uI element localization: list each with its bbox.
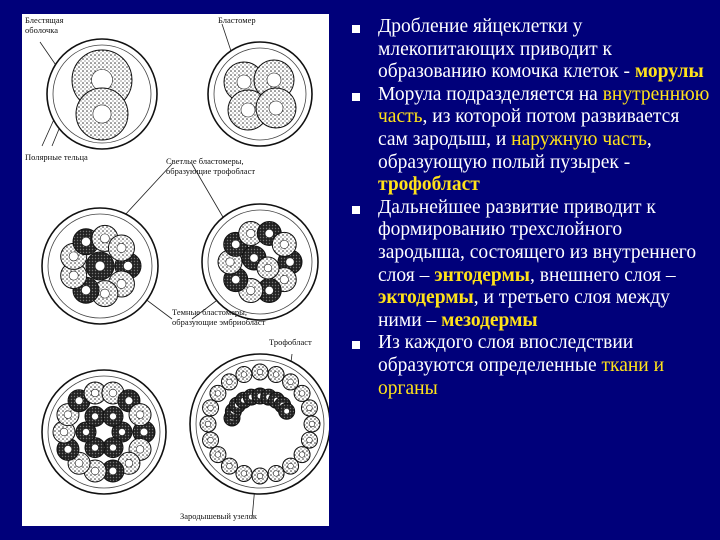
nucleus bbox=[123, 261, 132, 270]
nucleus bbox=[299, 391, 305, 397]
bullet-text bbox=[378, 197, 696, 331]
nucleus bbox=[288, 463, 294, 469]
nucleus bbox=[257, 369, 263, 375]
nucleus bbox=[91, 467, 99, 475]
nucleus bbox=[269, 101, 283, 115]
nucleus bbox=[273, 471, 279, 477]
nucleus bbox=[273, 372, 279, 378]
nucleus bbox=[208, 405, 214, 411]
bullet-text bbox=[378, 332, 664, 398]
nucleus bbox=[264, 264, 272, 272]
embryo-stages bbox=[42, 39, 329, 494]
bullet-marker bbox=[352, 93, 360, 101]
bullet-text-part: , и третьего слоя между ними – bbox=[378, 287, 670, 331]
bullet-marker bbox=[352, 206, 360, 214]
nucleus bbox=[237, 75, 251, 89]
nucleus bbox=[140, 428, 148, 436]
nucleus bbox=[136, 411, 144, 419]
label-blastomere: Бластомер bbox=[218, 15, 256, 25]
nucleus bbox=[247, 286, 255, 294]
nucleus bbox=[60, 428, 68, 436]
bullet-text-part: энтодермы bbox=[434, 264, 530, 286]
nucleus bbox=[117, 279, 126, 288]
nucleus bbox=[81, 237, 90, 246]
nucleus bbox=[241, 372, 247, 378]
bullet-item bbox=[350, 332, 710, 400]
nucleus bbox=[119, 429, 126, 436]
bullet-marker bbox=[352, 341, 360, 349]
nucleus bbox=[136, 446, 144, 454]
nucleus bbox=[117, 243, 126, 252]
nucleus bbox=[288, 379, 294, 385]
nucleus bbox=[241, 103, 255, 117]
nucleus bbox=[100, 234, 109, 243]
nucleus bbox=[226, 258, 234, 266]
nucleus bbox=[265, 286, 273, 294]
nucleus bbox=[215, 452, 221, 458]
bullet-text-part: Из каждого слоя впоследствии образуются определенные bbox=[378, 332, 634, 376]
bullet-text bbox=[378, 16, 704, 82]
bullet-text-part: Морула подразделяется на bbox=[378, 83, 603, 105]
label-trophoblast: Трофобласт bbox=[269, 337, 312, 347]
nucleus bbox=[309, 421, 315, 427]
bullet-text bbox=[378, 84, 709, 195]
nucleus bbox=[286, 258, 294, 266]
nucleus bbox=[92, 413, 99, 420]
bullet-text-part: наружную часть bbox=[511, 128, 647, 150]
nucleus bbox=[232, 240, 240, 248]
bullet-text-part: внутреннюю часть bbox=[378, 83, 710, 128]
nucleus bbox=[69, 271, 78, 280]
nucleus bbox=[109, 467, 117, 475]
nucleus bbox=[232, 275, 240, 283]
label-polar-bodies: Полярные тельца bbox=[25, 152, 88, 162]
nucleus bbox=[307, 405, 313, 411]
nucleus bbox=[75, 459, 83, 467]
nucleus bbox=[93, 105, 111, 123]
bullet-text-part: мезодермы bbox=[441, 309, 538, 331]
nucleus bbox=[83, 429, 90, 436]
bullet-text-part: , внешнего слоя – bbox=[529, 264, 676, 286]
nucleus bbox=[75, 397, 83, 405]
label-zona-pellucida: Блестящая оболочка bbox=[25, 15, 64, 35]
label-embryonic-node: Зародышевый узелок bbox=[180, 511, 258, 521]
nucleus bbox=[257, 473, 263, 479]
bullet-item bbox=[350, 197, 710, 333]
label-light-blastomeres: Светлые бластомеры, образующие трофобласт bbox=[166, 156, 256, 176]
nucleus bbox=[307, 437, 313, 443]
bullet-marker bbox=[352, 25, 360, 33]
nucleus bbox=[205, 421, 211, 427]
nucleus bbox=[110, 413, 117, 420]
nucleus bbox=[91, 389, 99, 397]
nucleus bbox=[100, 289, 109, 298]
nucleus bbox=[81, 286, 90, 295]
nucleus bbox=[280, 240, 288, 248]
bullet-list bbox=[350, 16, 710, 400]
bullet-text-part: эктодермы bbox=[378, 287, 474, 309]
bullet-text-part: Дальнейшее развитие приводит к формированию трехслойного зародыша, состоящего из внутреннего слоя – bbox=[378, 196, 697, 286]
bullet-text-part: Дробление яйцеклетки у млекопитающих приводит к образованию комочка клеток - bbox=[378, 16, 635, 83]
embryo-development-figure bbox=[22, 14, 329, 526]
nucleus bbox=[110, 444, 117, 451]
nucleus bbox=[95, 261, 105, 271]
nucleus bbox=[125, 397, 133, 405]
nucleus bbox=[208, 437, 214, 443]
nucleus bbox=[241, 471, 247, 477]
nucleus bbox=[284, 408, 290, 414]
nucleus bbox=[267, 73, 281, 87]
bullet-text-part: трофобласт bbox=[378, 174, 480, 196]
nucleus bbox=[247, 229, 255, 237]
nucleus bbox=[69, 252, 78, 261]
nucleus bbox=[265, 229, 273, 237]
bullet-text-part: ткани и органы bbox=[378, 354, 665, 399]
nucleus bbox=[215, 391, 221, 397]
nucleus bbox=[64, 446, 72, 454]
nucleus bbox=[250, 254, 258, 262]
bullet-text-part: , образующую полый пузырек - bbox=[378, 128, 652, 173]
bullet-text-part: , из которой потом развивается сам зародыш, и bbox=[378, 106, 680, 150]
nucleus bbox=[109, 389, 117, 397]
nucleus bbox=[64, 411, 72, 419]
nucleus bbox=[280, 275, 288, 283]
nucleus bbox=[92, 444, 99, 451]
nucleus bbox=[227, 379, 233, 385]
nucleus bbox=[299, 452, 305, 458]
nucleus bbox=[92, 70, 113, 91]
nucleus bbox=[227, 463, 233, 469]
bullet-text-part: морулы bbox=[634, 61, 704, 83]
bullet-item bbox=[350, 84, 710, 197]
embryo-illustration bbox=[22, 14, 329, 526]
bullet-item bbox=[350, 16, 710, 84]
label-dark-blastomeres: Темные бластомеры, образующие эмбриобласт bbox=[172, 307, 266, 327]
nucleus bbox=[125, 459, 133, 467]
